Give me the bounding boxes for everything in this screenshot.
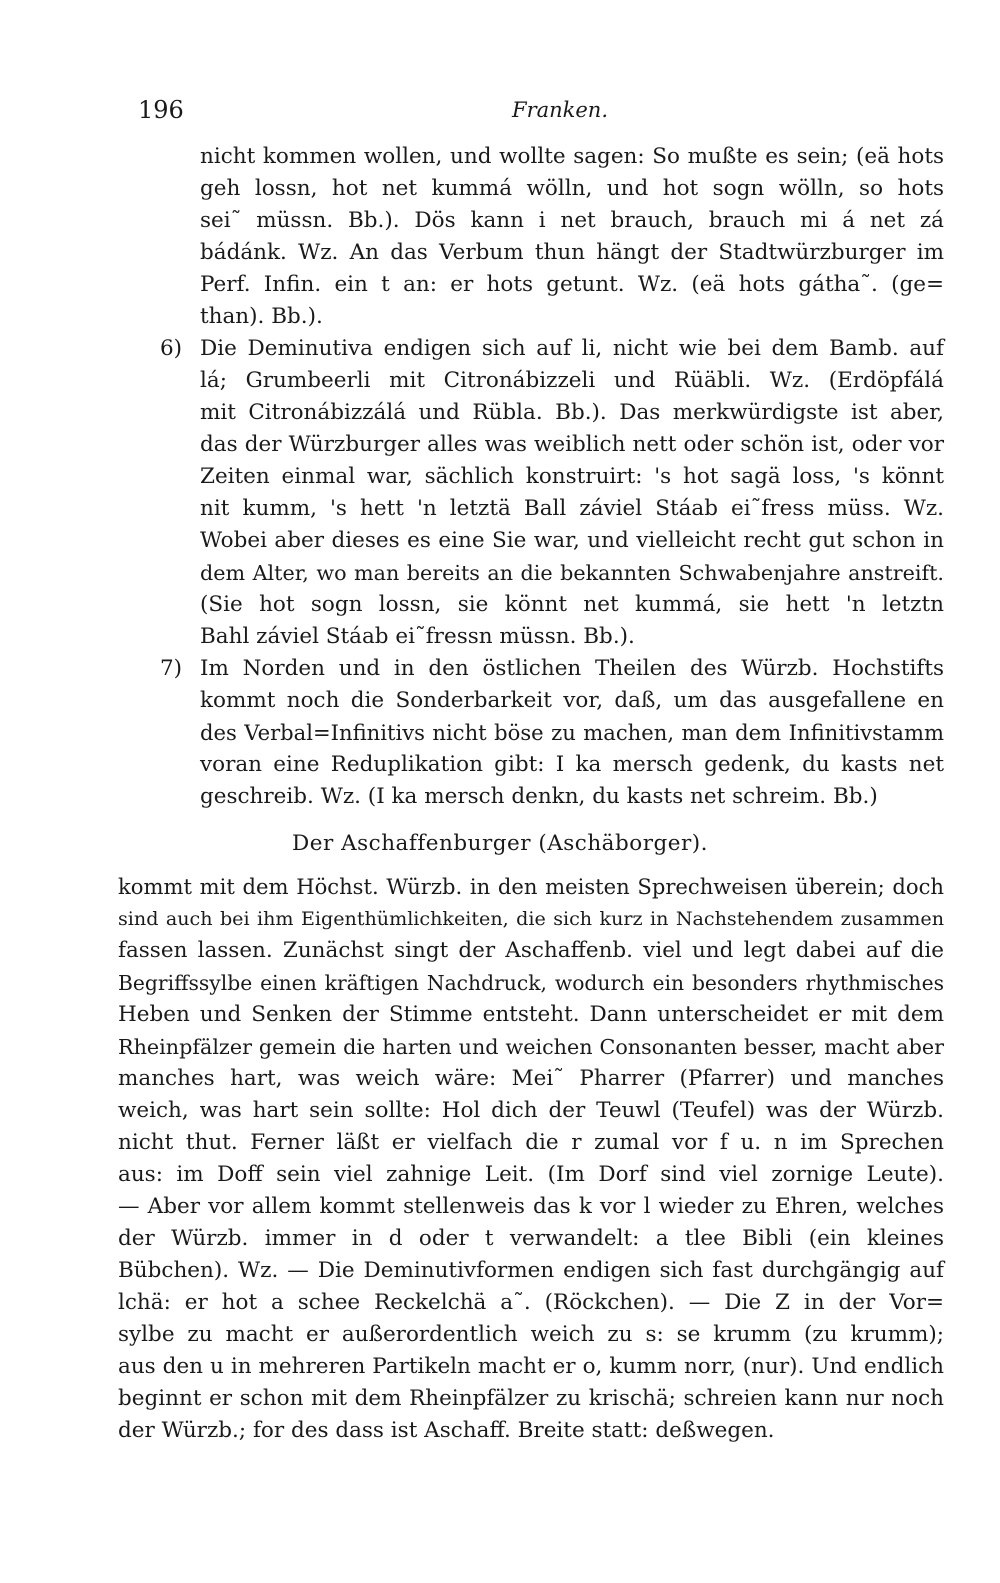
text-line: des Verbal=Infinitivs nicht böse zu machen, man dem Infinitivstamm bbox=[200, 720, 944, 745]
text-line: weich, was hart sein sollte: Hol dich der Teuwl (Teufel) was der Würzb. bbox=[118, 1098, 944, 1123]
section-number: 7) bbox=[160, 656, 183, 681]
text-line: Heben und Senken der Stimme entsteht. Dann unterscheidet er mit dem bbox=[118, 1002, 944, 1027]
text-line: Zeiten einmal war, sächlich konstruirt: 's hot sagä loss, 's könnt bbox=[200, 464, 944, 489]
text-line: Bübchen). Wz. — Die Deminutivformen endigen sich fast durchgängig auf bbox=[118, 1258, 944, 1283]
text-line: mit Citronábizzálá und Rübla. Bb.). Das merkwürdigste ist aber, bbox=[200, 400, 944, 425]
text-line: nit kumm, 's hett 'n letztä Ball záviel Stáab ei˜fress müss. Wz. bbox=[200, 496, 944, 521]
text-line: sylbe zu macht er außerordentlich weich zu s: se krumm (zu krumm); bbox=[118, 1322, 944, 1347]
text-line: fassen lassen. Zunächst singt der Aschaffenb. viel und legt dabei auf die bbox=[118, 938, 944, 963]
text-line: Perf. Infin. ein t an: er hots getunt. Wz. (eä hots gátha˜. (ge= bbox=[200, 272, 944, 297]
text-line: aus: im Doff sein viel zahnige Leit. (Im Dorf sind viel zornige Leute). bbox=[118, 1162, 944, 1187]
text-line: sind auch bei ihm Eigenthümlichkeiten, die sich kurz in Nachstehendem zusammen bbox=[118, 907, 944, 930]
running-head: Franken. bbox=[512, 98, 609, 122]
page-header bbox=[0, 96, 1000, 126]
text-line: lchä: er hot a schee Reckelchä a˜. (Röckchen). — Die Z in der Vor= bbox=[118, 1290, 944, 1315]
text-line: lá; Grumbeerli mit Citronábizzeli und Rüäbli. Wz. (Erdöpfálá bbox=[200, 368, 944, 393]
text-line: voran eine Reduplikation gibt: I ka mersch gedenk, du kasts net bbox=[200, 752, 944, 777]
text-line: geh lossn, hot net kummá wölln, und hot sogn wölln, so hots bbox=[200, 176, 944, 201]
text-line: Rheinpfälzer gemein die harten und weichen Consonanten besser, macht aber bbox=[118, 1035, 944, 1059]
text-line: manches hart, was weich wäre: Mei˜ Pharrer (Pfarrer) und manches bbox=[118, 1066, 944, 1091]
text-line: der Würzb.; for des dass ist Aschaff. Breite statt: deßwegen. bbox=[118, 1418, 775, 1443]
page-number: 196 bbox=[138, 96, 184, 124]
text-line: der Würzb. immer in d oder t verwandelt: a tlee Bibli (ein kleines bbox=[118, 1226, 944, 1251]
text-line: (Sie hot sogn lossn, sie könnt net kummá, sie hett 'n letztn bbox=[200, 592, 944, 617]
text-line: Im Norden und in den östlichen Theilen des Würzb. Hochstifts bbox=[200, 656, 944, 681]
text-line: beginnt er schon mit dem Rheinpfälzer zu krischä; schreien kann nur noch bbox=[118, 1386, 944, 1411]
text-line: bádánk. Wz. An das Verbum thun hängt der Stadtwürzburger im bbox=[200, 240, 944, 265]
text-line: das der Würzburger alles was weiblich nett oder schön ist, oder vor bbox=[200, 432, 944, 457]
text-line: sei˜ müssn. Bb.). Dös kann i net brauch, brauch mi á net zá bbox=[200, 208, 944, 233]
text-line: kommt mit dem Höchst. Würzb. in den meisten Sprechweisen überein; doch bbox=[118, 874, 944, 899]
text-line: nicht thut. Ferner läßt er vielfach die r zumal vor f u. n im Sprechen bbox=[118, 1130, 944, 1155]
text-line: kommt noch die Sonderbarkeit vor, daß, um das ausgefallene en bbox=[200, 688, 944, 713]
text-line: than). Bb.). bbox=[200, 304, 323, 329]
text-line: aus den u in mehreren Partikeln macht er o, kumm norr, (nur). Und endlich bbox=[118, 1354, 944, 1379]
section-heading: Der Aschaffenburger (Aschäborger). bbox=[292, 831, 708, 856]
section-number: 6) bbox=[160, 336, 183, 361]
text-line: Begriffssylbe einen kräftigen Nachdruck, wodurch ein besonders rhythmisches bbox=[118, 971, 944, 995]
text-line: Bahl záviel Stáab ei˜fressn müssn. Bb.). bbox=[200, 624, 635, 649]
text-line: dem Alter, wo man bereits an die bekannten Schwabenjahre anstreift. bbox=[200, 561, 944, 585]
text-line: nicht kommen wollen, und wollte sagen: So mußte es sein; (eä hots bbox=[200, 144, 944, 169]
text-line: — Aber vor allem kommt stellenweis das k vor l wieder zu Ehren, welches bbox=[118, 1194, 944, 1219]
text-line: geschreib. Wz. (I ka mersch denkn, du kasts net schreim. Bb.) bbox=[200, 784, 878, 809]
text-line: Wobei aber dieses es eine Sie war, und vielleicht recht gut schon in bbox=[200, 528, 944, 553]
text-line: Die Deminutiva endigen sich auf li, nicht wie bei dem Bamb. auf bbox=[200, 336, 944, 361]
